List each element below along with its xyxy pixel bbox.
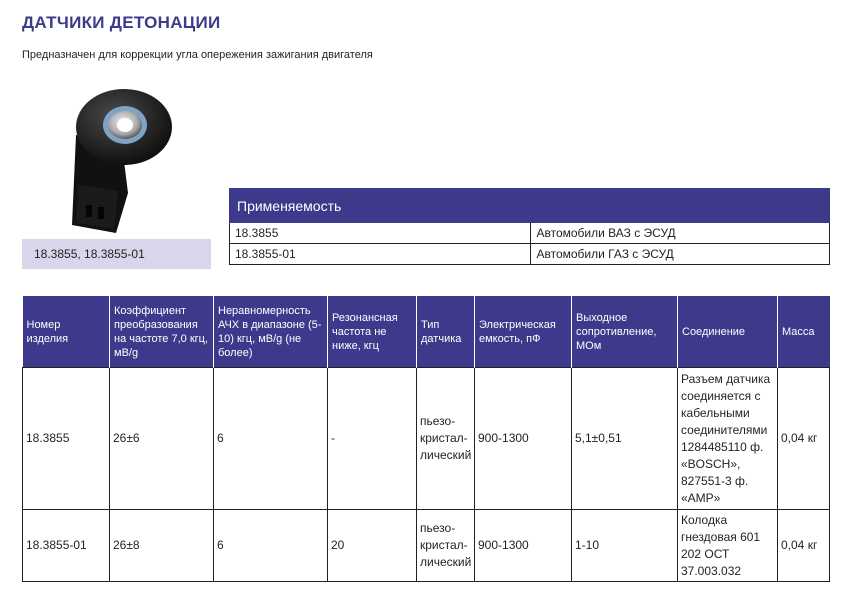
cell-part: 18.3855	[23, 368, 110, 510]
applicability-part: 18.3855	[230, 223, 531, 244]
column-header-nonuniformity: Неравномерность АЧХ в диапазоне (5-10) кгц, мВ/g (не более)	[214, 296, 328, 368]
cell-resistance: 1-10	[572, 510, 678, 582]
cell-capacitance: 900-1300	[475, 368, 572, 510]
cell-type: пьезо-кристал-лический	[417, 368, 475, 510]
knock-sensor-photo	[58, 85, 178, 235]
column-header-coefficient: Коэффициент преобразования на частоте 7,0 кгц, мВ/g	[110, 296, 214, 368]
column-header-resonance: Резонансная частота не ниже, кгц	[328, 296, 417, 368]
column-header-mass: Масса	[778, 296, 830, 368]
page-subtitle: Предназначен для коррекции угла опережения зажигания двигателя	[22, 49, 373, 61]
page-title: ДАТЧИКИ ДЕТОНАЦИИ	[22, 13, 221, 32]
column-header-type: Тип датчика	[417, 296, 475, 368]
applicability-vehicle: Автомобили ВАЗ с ЭСУД	[531, 223, 830, 244]
cell-connection: Разъем датчика соединяется с кабельными соединителями 1284485110 ф. «BOSCH», 827551-3 ф. «AMP»	[678, 368, 778, 510]
specifications-table	[22, 296, 830, 582]
cell-resonance: 20	[328, 510, 417, 582]
cell-type: пьезо-кристал-лический	[417, 510, 475, 582]
table-row	[23, 510, 830, 582]
cell-mass: 0,04 кг	[778, 510, 830, 582]
cell-capacitance: 900-1300	[475, 510, 572, 582]
column-header-connection: Соединение	[678, 296, 778, 368]
applicability-vehicle: Автомобили ГАЗ с ЭСУД	[531, 244, 830, 265]
cell-resistance: 5,1±0,51	[572, 368, 678, 510]
column-header-resistance: Выходное сопротивление, МОм	[572, 296, 678, 368]
cell-nonuniformity: 6	[214, 368, 328, 510]
product-caption: 18.3855, 18.3855-01	[22, 239, 211, 269]
applicability-part: 18.3855-01	[230, 244, 531, 265]
table-row	[230, 244, 830, 265]
cell-nonuniformity: 6	[214, 510, 328, 582]
table-row	[23, 368, 830, 510]
column-header-part: Номер изделия	[23, 296, 110, 368]
cell-mass: 0,04 кг	[778, 368, 830, 510]
applicability-table	[229, 188, 830, 265]
cell-coefficient: 26±8	[110, 510, 214, 582]
applicability-header: Применяемость	[230, 189, 830, 223]
column-header-capacitance: Электрическая емкость, пФ	[475, 296, 572, 368]
cell-resonance: -	[328, 368, 417, 510]
cell-coefficient: 26±6	[110, 368, 214, 510]
table-row	[230, 223, 830, 244]
cell-part: 18.3855-01	[23, 510, 110, 582]
cell-connection: Колодка гнездовая 601 202 ОСТ 37.003.032	[678, 510, 778, 582]
